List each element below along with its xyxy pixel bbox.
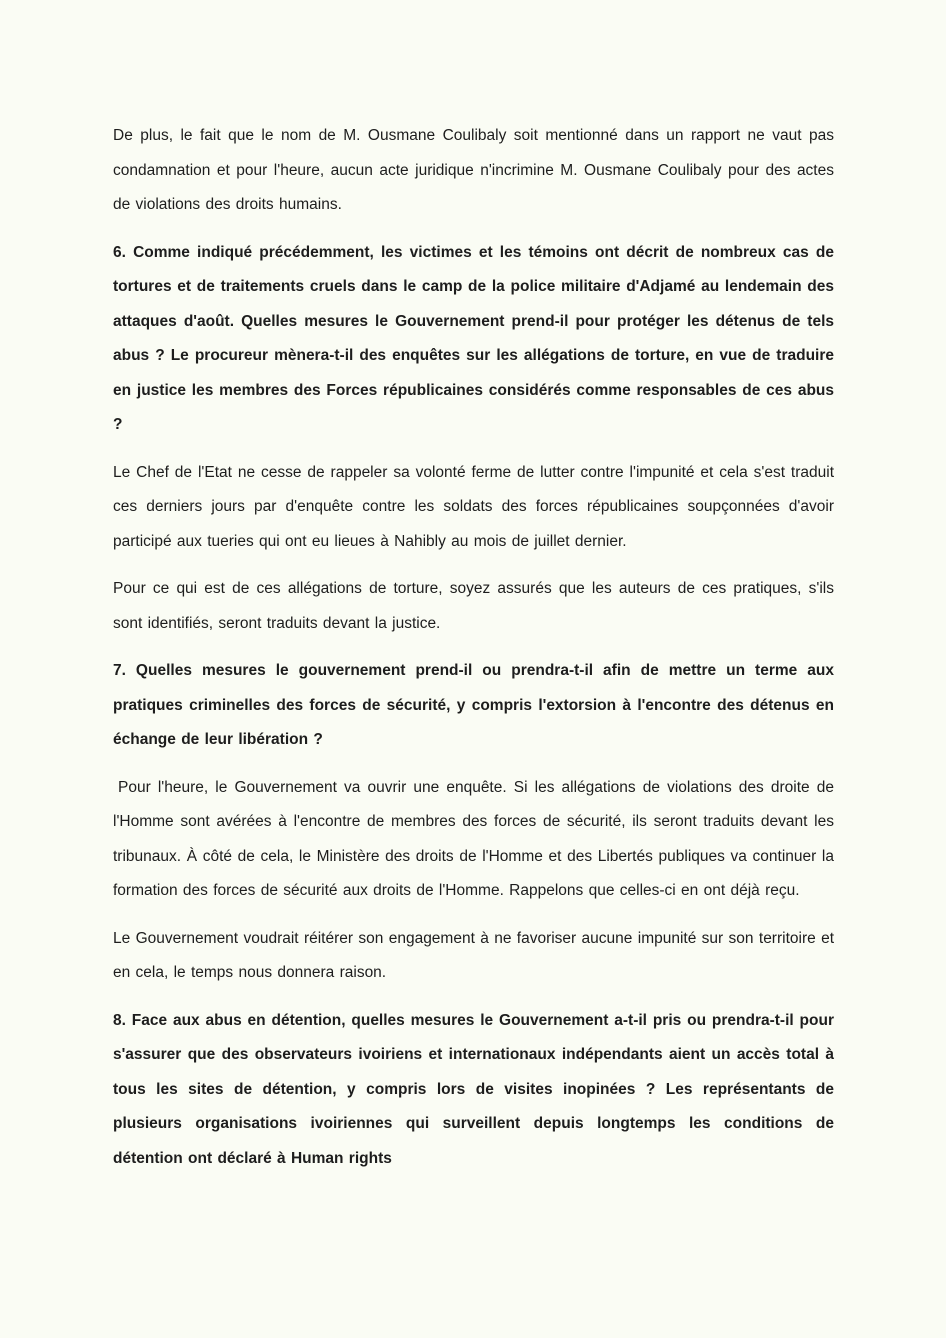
paragraph-answer-7-part-2: Le Gouvernement voudrait réitérer son engagement à ne favoriser aucune impunité sur son territoire et en cela, le temps nous donnera raison. bbox=[113, 929, 834, 981]
paragraph-answer-6-part-2: Pour ce qui est de ces allégations de torture, soyez assurés que les auteurs de ces pratiques, s'ils sont identifiés, seront traduits devant la justice. bbox=[113, 580, 834, 632]
paragraph-answer-7-part-1: Pour l'heure, le Gouvernement va ouvrir une enquête. Si les allégations de violations des droite de l'Homme sont avérées à l'encontre de membres des forces de sécurité, ils seront traduits devant les tribunaux. À côté de cela, le Ministère des droits de l'Homme et des Libertés publiques va continuer la formation des forces de sécurité aux droits de l'Homme. Rappelons que celles-ci en ont déjà reçu. bbox=[113, 778, 834, 899]
paragraph-question-8: 8. Face aux abus en détention, quelles mesures le Gouvernement a-t-il pris ou prendra-t-il pour s'assurer que des observateurs ivoiriens et internationaux indépendants aient un accès total à tous les sites de détention, y compris lors de visites inopinées ? Les représentants de plusieurs organisations ivoiriennes qui surveillent depuis longtemps les conditions de détention ont déclaré à Human rights bbox=[113, 1011, 834, 1167]
paragraph-coulibaly-clarification: De plus, le fait que le nom de M. Ousmane Coulibaly soit mentionné dans un rapport ne vaut pas condamnation et pour l'heure, aucun acte juridique n'incrimine M. Ousmane Coulibaly pour des actes de violations des droits humains. bbox=[113, 127, 834, 213]
paragraph-question-6: 6. Comme indiqué précédemment, les victimes et les témoins ont décrit de nombreux cas de tortures et de traitements cruels dans le camp de la police militaire d'Adjamé au lendemain des attaques d'août. Quelles mesures le Gouvernement prend-il pour protéger les détenus de tels abus ? Le procureur mènera-t-il des enquêtes sur les allégations de torture, en vue de traduire en justice les membres des Forces républicaines considérés comme responsables de ces abus ? bbox=[113, 243, 834, 433]
paragraph-answer-6-part-1: Le Chef de l'Etat ne cesse de rappeler sa volonté ferme de lutter contre l'impunité et cela s'est traduit ces derniers jours par d'enquête contre les soldats des forces républicaines soupçonnées d'avoir participé aux tueries qui ont eu lieues à Nahibly au mois de juillet dernier. bbox=[113, 463, 834, 550]
paragraph-question-7: 7. Quelles mesures le gouvernement prend-il ou prendra-t-il afin de mettre un terme aux pratiques criminelles des forces de sécurité, y compris l'extorsion à l'encontre des détenus en échange de leur libération ? bbox=[113, 662, 834, 748]
document-body bbox=[113, 119, 834, 1176]
